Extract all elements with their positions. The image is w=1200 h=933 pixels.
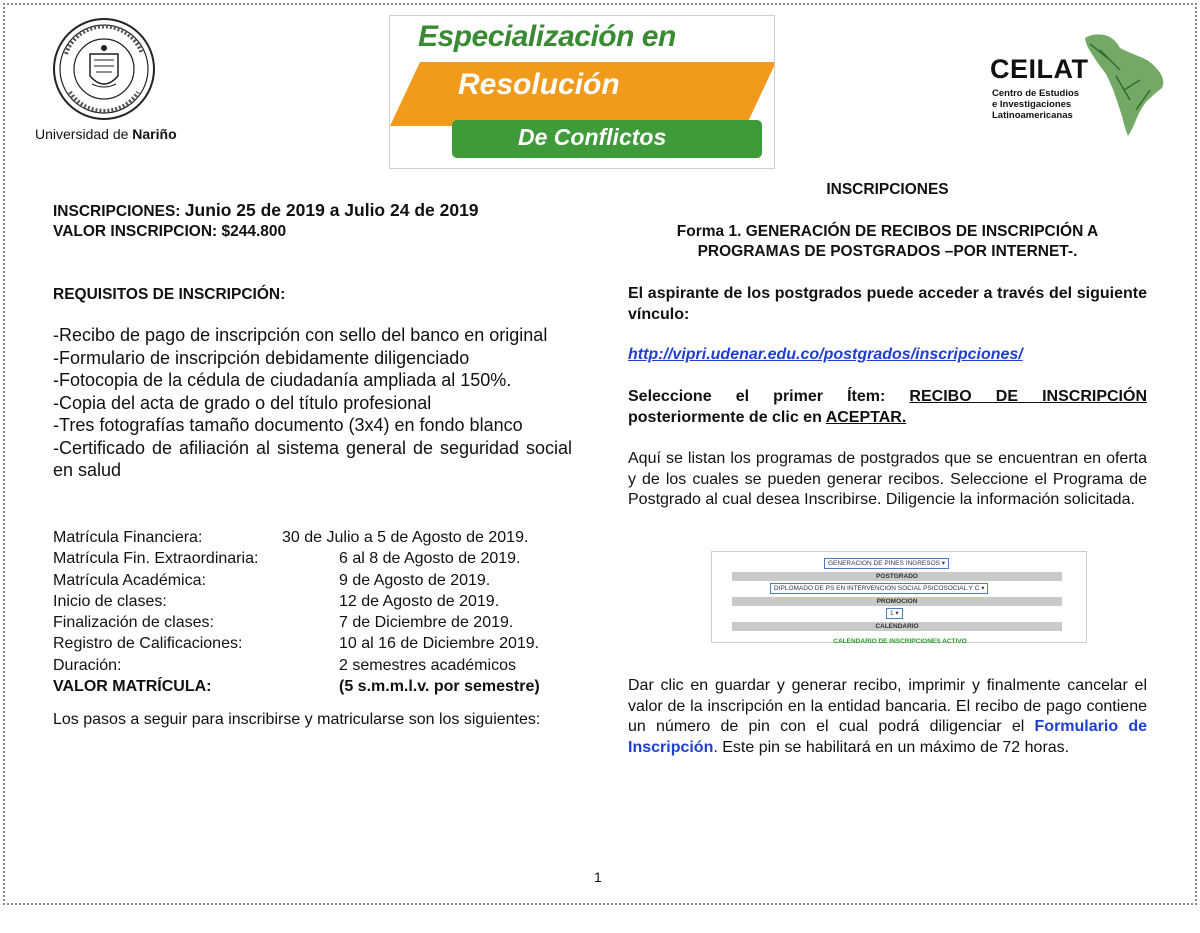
promocion-select: 1 ▾ (886, 608, 903, 619)
program-logo-line3: De Conflictos (518, 124, 667, 150)
requisito-item: -Fotocopia de la cédula de ciudadanía ampliada al 150%. (53, 370, 512, 390)
schedule-row: Matrícula Fin. Extraordinaria: 6 al 8 de Agosto de 2019. (53, 550, 521, 568)
schedule-row: Finalización de clases: 7 de Diciembre de 2019. (53, 614, 514, 632)
right-title: INSCRIPCIONES (826, 181, 949, 198)
calendario-status: CALENDARIO DE INSCRIPCIONES ACTIVO (833, 638, 967, 645)
requisitos-title: REQUISITOS DE INSCRIPCIÓN: (53, 286, 286, 303)
access-text: El aspirante de los postgrados puede acceder a través del siguiente vínculo: (628, 285, 1147, 323)
pines-select: GENERACION DE PINES INGRESOS ▾ (824, 558, 949, 569)
left-column (53, 200, 572, 728)
program-select: DIPLOMADO DE PS EN INTERVENCION SOCIAL PSICOSOCIAL Y C ▾ (770, 583, 988, 594)
program-logo-line1: Especialización en (418, 20, 676, 53)
calendario-bar: CALENDARIO (732, 622, 1062, 631)
schedule-row-valor-matricula: VALOR MATRÍCULA: (5 s.m.m.l.v. por semestre) (53, 678, 540, 696)
requisito-item: -Recibo de pago de inscripción con sello del banco en original (53, 325, 548, 345)
schedule-row: Inicio de clases: 12 de Agosto de 2019. (53, 592, 500, 610)
requisito-item: -Formulario de inscripción debidamente diligenciado (53, 347, 470, 368)
final-instructions: Dar clic en guardar y generar recibo, imprimir y finalmente cancelar el valor de la inscripción en la entidad bancaria. El recibo de pago contiene un número de pin con el cual podrá diligenciar el Formulario de Inscripción. Este pin se habilitará en un máximo de 72 horas. (628, 677, 1147, 756)
udenar-name: Universidad de Nariño (35, 126, 177, 142)
ceilat-brand: CEILAT (990, 54, 1089, 84)
schedule-row: Matrícula Académica: 9 de Agosto de 2019. (53, 571, 491, 589)
recibo-inscripcion-text: RECIBO DE INSCRIPCIÓN (909, 388, 1147, 405)
forma-title-line2: PROGRAMAS DE POSTGRADOS –POR INTERNET-. (697, 243, 1078, 260)
udenar-seal-icon (52, 14, 156, 124)
ceilat-subtitle: Centro de Estudios e Investigaciones Latinoamericanas (992, 88, 1080, 121)
schedule-row: Registro de Calificaciones: 10 al 16 de Diciembre 2019. (53, 635, 540, 653)
form-screenshot (711, 551, 1087, 643)
programs-text: Aquí se listan los programas de postgrados que se encuentran en oferta y de los cuales se pueden generar recibos. Seleccione el Programa de Postgrado al cual desea Inscribirse. Diligencie la información solicitada. (628, 450, 1147, 508)
schedule-row: Duración: 2 semestres académicos (53, 656, 516, 674)
program-logo-line2: Resolución (458, 68, 620, 101)
requisito-item: -Copia del acta de grado o del título profesional (53, 392, 432, 413)
udenar-logo (30, 14, 200, 144)
latin-america-map-icon (1080, 30, 1175, 138)
select-instructions: Seleccione el primer Ítem: RECIBO DE INSCRIPCIÓN posteriormente de clic en ACEPTAR. (628, 388, 1147, 426)
requisito-item: -Tres fotografías tamaño documento (3x4) en fondo blanco (53, 415, 523, 435)
inscripciones-dates-line: INSCRIPCIONES: Junio 25 de 2019 a Julio 24 de 2019 (53, 200, 479, 220)
inscripciones-link-row (628, 345, 1147, 366)
postgrado-bar: POSTGRADO (732, 572, 1062, 581)
page-number: 1 (594, 869, 602, 885)
valor-inscripcion: VALOR INSCRIPCION: $244.800 (53, 223, 287, 240)
aceptar-text: ACEPTAR. (825, 408, 907, 426)
formulario-inscripcion-text: Formulario de Inscripción (628, 718, 1147, 756)
forma-title-line1: Forma 1. GENERACIÓN DE RECIBOS DE INSCRIPCIÓN A (676, 223, 1099, 240)
steps-intro: Los pasos a seguir para inscribirse y matricularse son los siguientes: (53, 711, 541, 728)
requisito-item: -Certificado de afiliación al sistema general de seguridad social en salud (53, 437, 572, 480)
schedule-row: Matrícula Financiera: 30 de Julio a 5 de Agosto de 2019. (53, 529, 529, 546)
ceilat-logo (985, 30, 1175, 140)
schedule-table (53, 527, 572, 697)
program-logo (389, 15, 775, 169)
requisitos-list (53, 324, 572, 482)
inscripciones-link[interactable]: http://vipri.udenar.edu.co/postgrados/inscripciones/ (628, 346, 1023, 363)
promocion-bar: PROMOCION (732, 597, 1062, 606)
